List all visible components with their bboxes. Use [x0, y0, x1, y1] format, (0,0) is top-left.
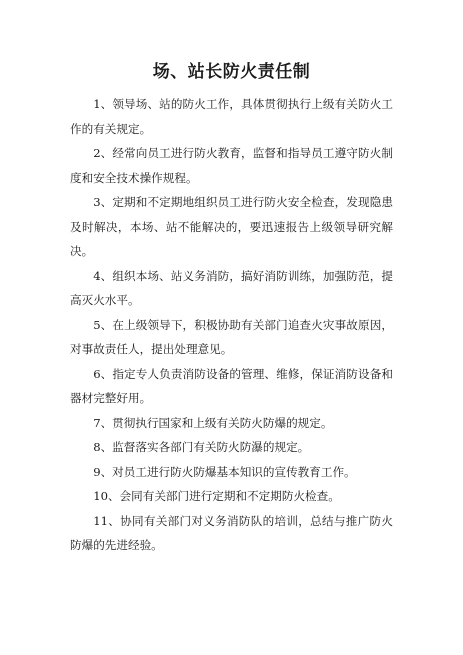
responsibility-item-7: 7、贯彻执行国家和上级有关防火防爆的规定。	[93, 415, 333, 430]
responsibility-item-8: 8、监督落实各部门有关防火防瀑的规定。	[93, 440, 310, 454]
responsibility-item-6: 6、指定专人负责消防设备的管理、维修，保证消防设备和器材完整好用。	[70, 366, 393, 405]
responsibility-item-1: 1、领导场、站的防火工作，具体贯彻执行上级有关防火工作的有关规定。	[70, 97, 393, 136]
responsibility-item-10: 10、会同有关部门进行定期和不定期防火检查。	[93, 489, 340, 503]
responsibility-item-5: 5、在上级领导下，积极协助有关部门追查火灾事故原因，对事故责任人，提出处理意见。	[70, 317, 393, 356]
responsibility-item-11: 11、协同有关部门对义务消防队的培训，总结与推广防火防爆的先进经验。	[70, 513, 393, 552]
responsibility-item-3: 3、定期和不定期地组织员工进行防火安全检查，发现隐患及时解决，本场、站不能解决的，要迅速报告上级领导研究解决。	[70, 195, 393, 258]
responsibility-item-4: 4、组织本场、站义务消防，搞好消防训练，加强防范，提高灭火水平。	[70, 268, 393, 307]
document-title: 场、站长防火责任制	[152, 62, 311, 82]
responsibility-list	[70, 92, 393, 558]
responsibility-item-2: 2、经常向员工进行防火教育，监督和指导员工遵守防火制度和安全技术操作规程。	[70, 146, 393, 185]
responsibility-item-9: 9、对员工进行防火防爆基本知识的宣传教育工作。	[93, 464, 356, 479]
